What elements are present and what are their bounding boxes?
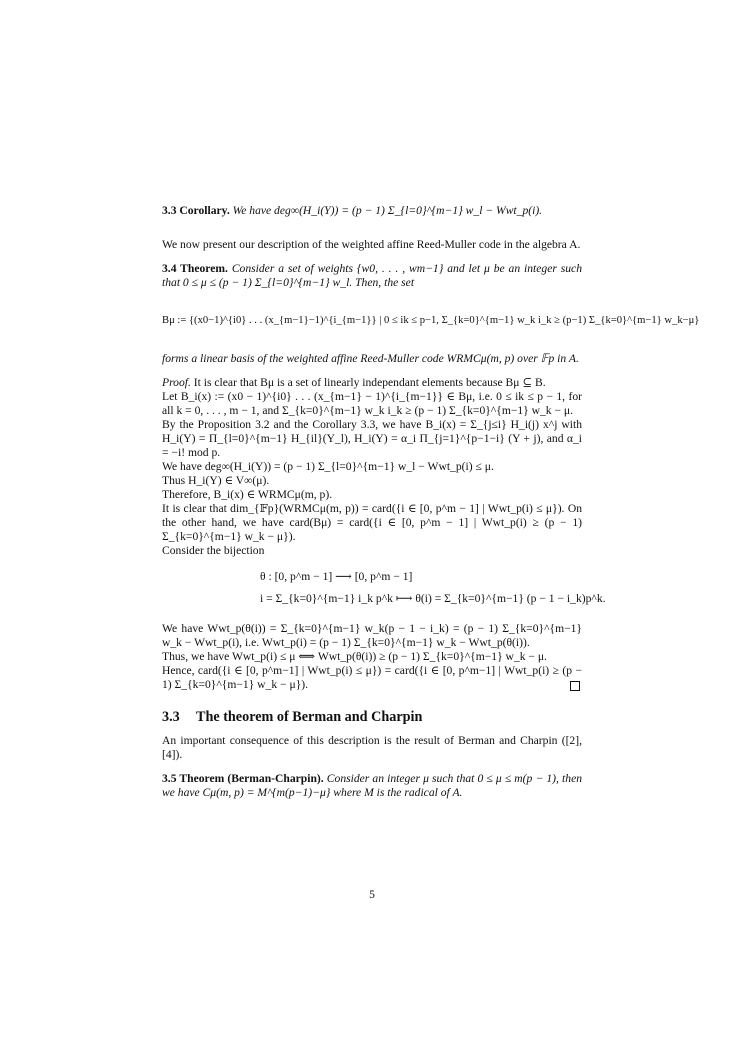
proof-line-3: By the Proposition 3.2 and the Corollary 3.3, we have B_i(x) = Σ_{j≤i} H_i(j) x^j with H_i(Y) = Π_{l=0}^{m−1} H_{il}(Y_l), H_i(Y) = α_i Π_{j=1}^{p−1−i} (Y + j), and α_i = −i! mod p. <box>162 418 582 459</box>
proof-line-1: It is clear that Bμ is a set of linearly independant elements because Bμ ⊆ B. <box>193 376 546 389</box>
theorem-3-4 <box>162 262 582 290</box>
proof-after-1: We have Wwt_p(θ(i)) = Σ_{k=0}^{m−1} w_k(p − 1 − i_k) = (p − 1) Σ_{k=0}^{m−1} w_k − Wwt_p(i), i.e. Wwt_p(i) = (p − 1) Σ_{k=0}^{m−1} w_k − Wwt_p(θ(i)). <box>162 622 582 649</box>
corollary-3-3 <box>162 190 582 228</box>
page-number: 5 <box>369 888 375 901</box>
section-paragraph: An important consequence of this description is the result of Berman and Charpin ([2],[4]). <box>162 734 582 761</box>
theorem-3-5 <box>162 772 582 800</box>
theorem-head: 3.4 Theorem. <box>162 262 228 275</box>
bijection-line-2: i = Σ_{k=0}^{m−1} i_k p^k ⟼ θ(i) = Σ_{k=0}^{m−1} (p − 1 − i_k)p^k. <box>260 592 606 605</box>
section-heading <box>162 710 582 724</box>
theorem-3-5-head: 3.5 Theorem (Berman-Charpin). <box>162 772 324 785</box>
paper-page <box>162 190 700 901</box>
proof-line-6: Therefore, B_i(x) ∈ WRMCμ(m, p). <box>162 488 333 501</box>
proof-line-8: Consider the bijection <box>162 544 265 557</box>
corollary-head: 3.3 Corollary. <box>162 204 230 217</box>
bijection-display <box>260 566 606 610</box>
proof-head: Proof. <box>162 376 191 389</box>
section-number: 3.3 <box>162 709 180 725</box>
intro-paragraph: We now present our description of the weighted affine Reed-Muller code in the algebra A. <box>162 238 581 251</box>
proof-after-2: Thus, we have Wwt_p(i) ≤ μ ⟺ Wwt_p(θ(i)) ≥ (p − 1) Σ_{k=0}^{m−1} w_k − μ. <box>162 650 547 663</box>
proof-line-7: It is clear that dim_{𝔽p}(WRMCμ(m, p)) = card({i ∈ [0, p^m − 1] | Wwt_p(i) ≤ μ}). On the other hand, we have card(Bμ) = card({i ∈ [0, p^m − 1] | Wwt_p(i) ≥ (p − 1) Σ_{k=0}^{m−1} w_k − μ}). <box>162 502 582 543</box>
section-title: The theorem of Berman and Charpin <box>196 709 423 725</box>
corollary-text: We have deg∞(H_i(Y)) = (p − 1) Σ_{l=0}^{m−1} w_l − Wwt_p(i). <box>232 204 543 217</box>
basis-equation: Bμ := {(x0−1)^{i0} . . . (x_{m−1}−1)^{i_{m−1}} | 0 ≤ ik ≤ p−1, Σ_{k=0}^{m−1} w_k i_k ≥ (p−1) Σ_{k=0}^{m−1} w_k−μ} <box>162 315 700 326</box>
theorem-conclusion: forms a linear basis of the weighted affine Reed-Muller code WRMCμ(m, p) over 𝔽p in A. <box>162 352 579 365</box>
theorem-text: Consider a set of weights {w0, . . . , wm−1} and let μ be an integer such that 0 ≤ μ ≤ (p − 1) Σ_{l=0}^{m−1} w_l. Then, the set <box>162 262 582 289</box>
bijection-line-1: θ : [0, p^m − 1] ⟶ [0, p^m − 1] <box>260 570 413 583</box>
proof-line-5: Thus H_i(Y) ∈ V∞(μ). <box>162 474 270 487</box>
qed-square-icon <box>570 681 580 691</box>
proof-line-4: We have deg∞(H_i(Y)) = (p − 1) Σ_{l=0}^{m−1} w_l − Wwt_p(i) ≤ μ. <box>162 460 494 473</box>
proof <box>162 376 606 692</box>
proof-after-3: Hence, card({i ∈ [0, p^m−1] | Wwt_p(i) ≤ μ}) = card({i ∈ [0, p^m−1] | Wwt_p(i) ≥ (p − 1) Σ_{k=0}^{m−1} w_k − μ}). <box>162 664 582 691</box>
proof-line-2: Let B_i(x) := (x0 − 1)^{i0} . . . (x_{m−1} − 1)^{i_{m−1}} ∈ Bμ, i.e. 0 ≤ ik ≤ p − 1, for all k = 0, . . . , m − 1, and Σ_{k=0}^{m−1} w_k i_k ≥ (p − 1) Σ_{k=0}^{m−1} w_k − μ. <box>162 390 582 417</box>
basis-display-equation <box>162 300 700 344</box>
theorem-3-5-text: Consider an integer μ such that 0 ≤ μ ≤ m(p − 1), then we have Cμ(m, p) = M^{m(p−1)−μ} where M is the radical of A. <box>162 772 583 799</box>
